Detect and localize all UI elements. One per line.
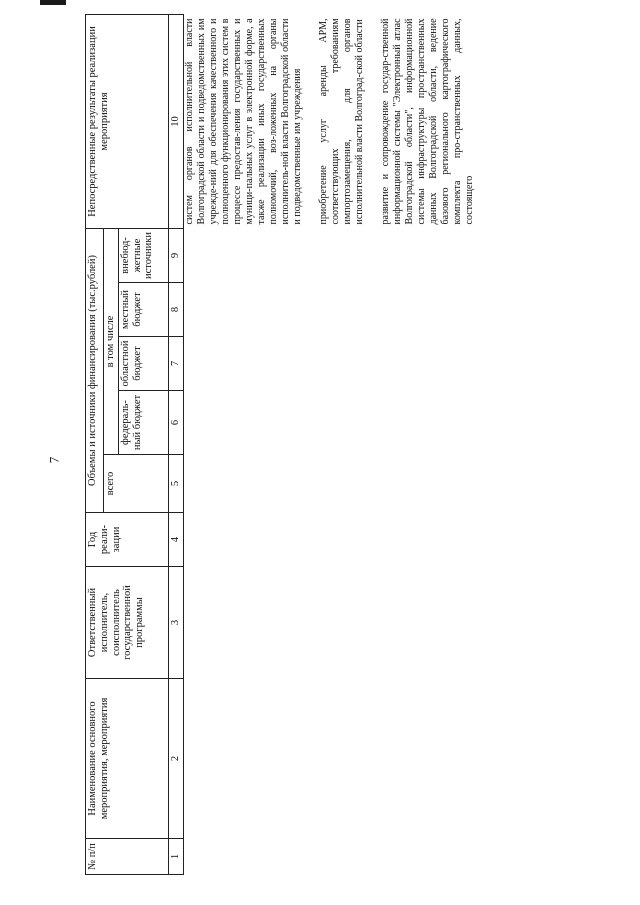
rotated-table-container bbox=[85, 15, 575, 875]
top-rule bbox=[40, 0, 66, 5]
header-number: № п/п bbox=[86, 839, 169, 875]
header-regional: областной бюджет bbox=[118, 337, 168, 391]
header-executor: Ответственный исполнитель, соисполнитель государственной программы bbox=[86, 567, 169, 679]
column-number: 8 bbox=[168, 283, 183, 337]
header-row bbox=[86, 14, 104, 874]
header-financing: Объемы и источники финансирования (тыс.рублей) bbox=[86, 228, 104, 512]
column-number: 9 bbox=[168, 228, 183, 282]
column-number: 3 bbox=[168, 567, 183, 679]
page-number: 7 bbox=[46, 456, 62, 464]
header-local: местный бюджет bbox=[118, 283, 168, 337]
results-cell bbox=[183, 14, 476, 228]
header-year: Год реали-зации bbox=[86, 513, 169, 567]
column-number: 5 bbox=[168, 455, 183, 513]
header-event-name: Наименование основного мероприятия, мероприятия bbox=[86, 679, 169, 839]
column-number: 10 bbox=[168, 14, 183, 228]
header-including: в том числе bbox=[104, 228, 119, 454]
column-number: 4 bbox=[168, 513, 183, 567]
column-numbers-row bbox=[168, 14, 183, 874]
header-extrabudget: внебюд-жетные источники bbox=[118, 228, 168, 282]
program-table bbox=[85, 14, 476, 875]
result-text: развитие и сопровождение государ-ственной информационной системы "Электронный атлас Волгоградской области", информационной системы инфраструктуры пространственных данных Волгоградской области, ведение базового регионального картографического комплекта про-странственных данных, состоящего bbox=[379, 18, 475, 225]
header-total: всего bbox=[104, 455, 169, 513]
header-federal: федераль-ный бюджет bbox=[118, 391, 168, 455]
column-number: 1 bbox=[168, 839, 183, 875]
result-text: приобретение услуг аренды АРМ, соответствующих требованиям импортозамещения, для органов исполнительной власти Волгоград-ской области bbox=[317, 18, 365, 225]
column-number: 6 bbox=[168, 391, 183, 455]
header-results: Непосредственные результаты реализации мероприятия bbox=[86, 14, 169, 228]
column-number: 2 bbox=[168, 679, 183, 839]
column-number: 7 bbox=[168, 337, 183, 391]
result-text: систем органов исполнительной власти Волгоградской области и подведомственных им учрежде-ний для обеспечения качественного и полноценного функционирования этих систем в процессе предостав-ления государственных и муници-пальных услуг в электронной форме, а также реализации иных государственных полномочий, воз-ложенных на органы исполнитель-ной власти Волгоградской области и подведомственные им учреждения bbox=[183, 18, 303, 225]
results-row bbox=[183, 14, 476, 874]
